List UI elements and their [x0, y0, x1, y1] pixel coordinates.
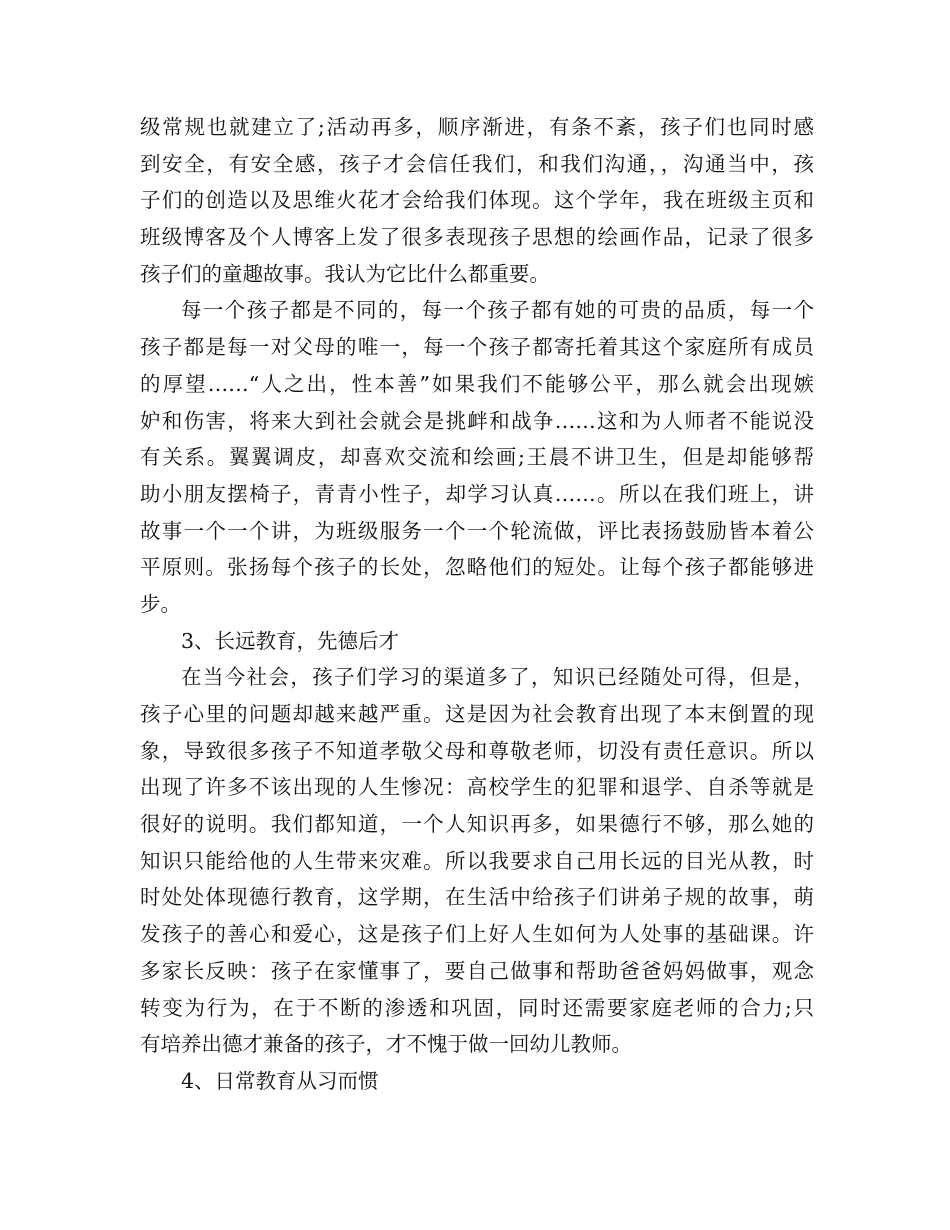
text-line: 多家长反映：孩子在家懂事了，要自己做事和帮助爸爸妈妈做事，观念	[140, 958, 814, 983]
text-line: 发孩子的善心和爱心，这是孩子们上好人生如何为人处事的基础课。许	[140, 922, 814, 947]
text-line: 助小朋友摆椅子，青青小性子，却学习认真……。所以在我们班上，讲	[140, 481, 814, 506]
text-line: 孩子心里的问题却越来越严重。这是因为社会教育出现了本末倒置的现	[140, 702, 814, 726]
text-line: 知识只能给他的人生带来灾难。所以我要求自己用长远的目光从教，时	[140, 848, 814, 873]
document-body	[140, 109, 814, 1100]
text-line: 平原则。张扬每个孩子的长处，忽略他们的短处。让每个孩子都能够进	[140, 555, 814, 580]
text-line: 孩子都是每一对父母的唯一，每一个孩子都寄托着其这个家庭所有成员	[140, 335, 814, 360]
section-heading: 3、长远教育，先德后才	[181, 628, 400, 653]
text-line: 很好的说明。我们都知道，一个人知识再多，如果德行不够，那么她的	[140, 812, 814, 837]
paragraph-fairness	[140, 292, 814, 622]
text-line: 班级博客及个人博客上发了很多表现孩子思想的绘画作品，记录了很多	[140, 225, 814, 250]
text-line: 步。	[140, 591, 181, 616]
text-line: 有培养出德才兼备的孩子，才不愧于做一回幼儿教师。	[140, 1032, 632, 1057]
text-line: 孩子们的童趣故事。我认为它比什么都重要。	[140, 261, 550, 286]
text-line: 时处处体现德行教育，这学期，在生活中给孩子们讲弟子规的故事，萌	[140, 885, 814, 910]
text-line: 象，导致很多孩子不知道孝敬父母和尊敬老师，切没有责任意识。所以	[140, 738, 814, 763]
text-line: 到安全，有安全感，孩子才会信任我们，和我们沟通，，沟通当中，孩	[140, 151, 814, 176]
text-line: 级常规也就建立了;活动再多，顺序渐进，有条不紊，孩子们也同时感	[140, 115, 814, 139]
paragraph-moral-education	[140, 659, 814, 1063]
text-line: 每一个孩子都是不同的，每一个孩子都有她的可贵的品质，每一个	[181, 298, 814, 323]
text-line: 子们的创造以及思维火花才会给我们体现。这个学年，我在班级主页和	[140, 188, 814, 213]
paragraph-continuation	[140, 109, 814, 292]
text-line: 出现了许多不该出现的人生惨况：高校学生的犯罪和退学、自杀等就是	[140, 775, 814, 800]
text-line: 在当今社会，孩子们学习的渠道多了，知识已经随处可得，但是，	[181, 665, 814, 690]
text-line: 转变为行为，在于不断的渗透和巩固，同时还需要家庭老师的合力;只	[140, 995, 814, 1020]
section-heading: 4、日常教育从习而惯	[181, 1068, 379, 1093]
text-line: 故事一个一个讲，为班级服务一个一个轮流做，评比表扬鼓励皆本着公	[140, 518, 814, 543]
text-line: 有关系。翼翼调皮，却喜欢交流和绘画;王晨不讲卫生，但是却能够帮	[140, 445, 814, 470]
text-line: 的厚望……“人之出，性本善”如果我们不能够公平，那么就会出现嫉	[140, 371, 814, 396]
text-line: 妒和伤害，将来大到社会就会是挑衅和战争……这和为人师者不能说没	[140, 408, 814, 433]
